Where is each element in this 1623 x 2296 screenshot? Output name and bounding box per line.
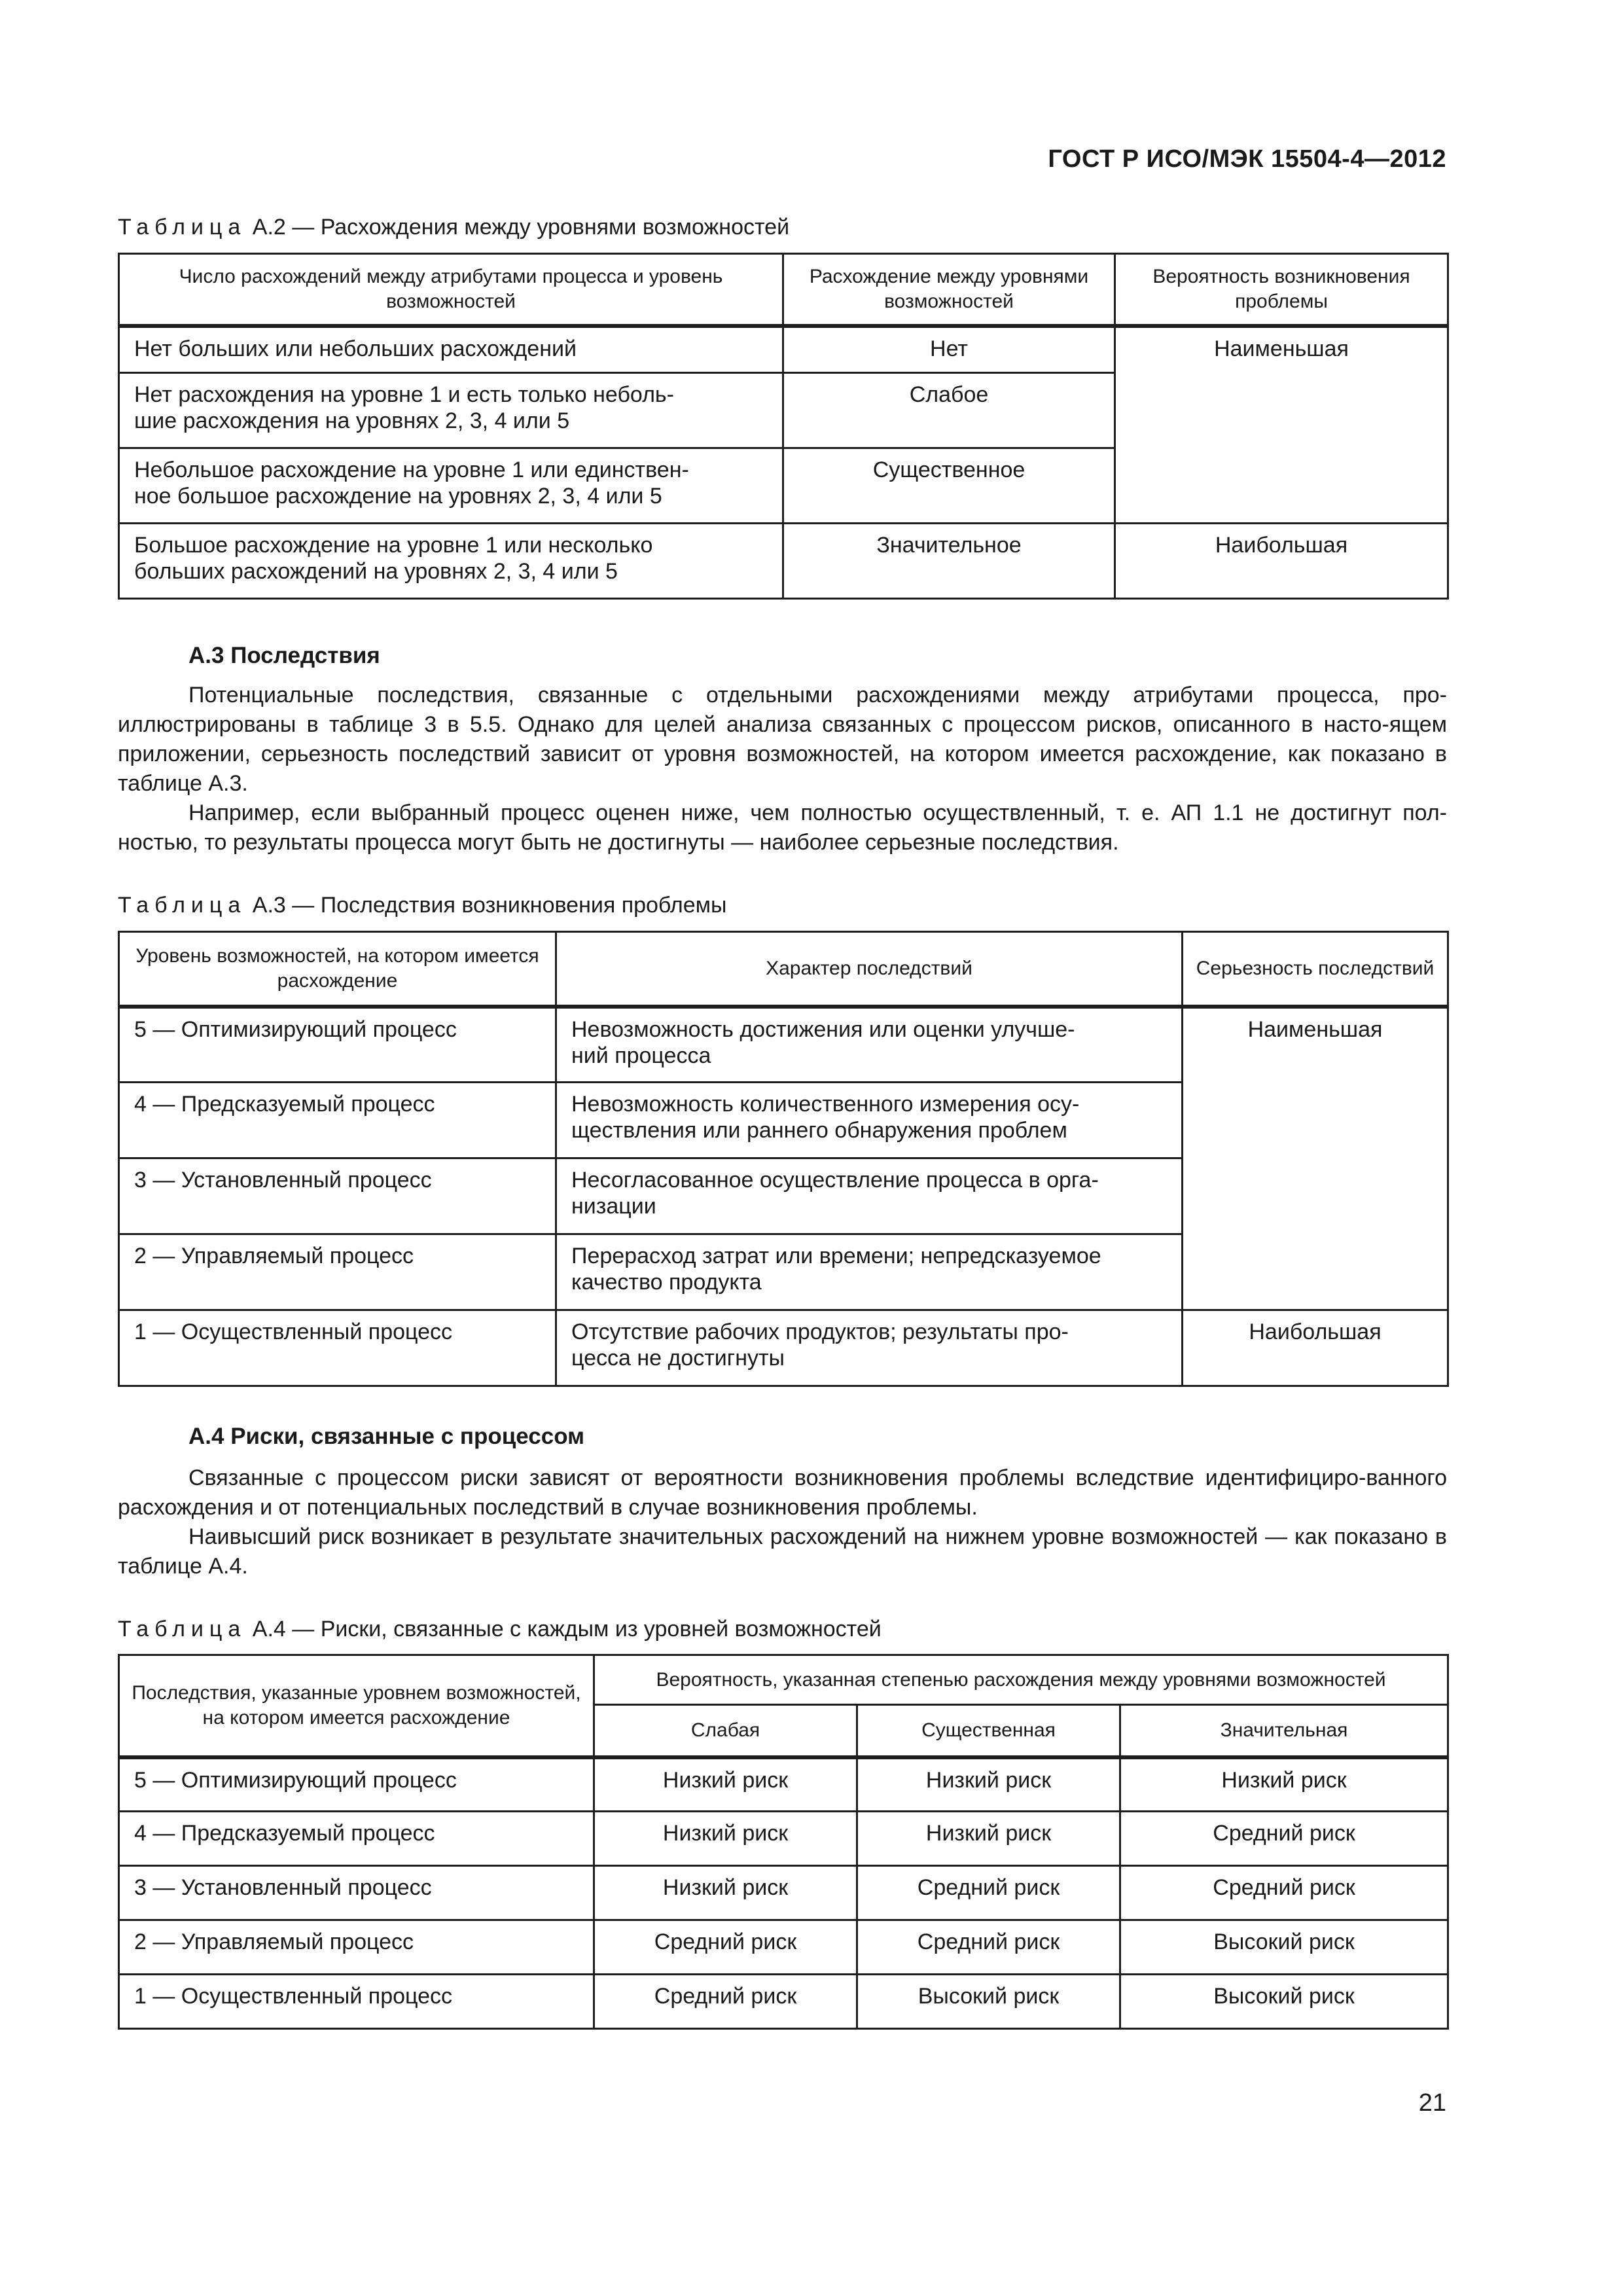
table-a2: [118, 253, 1449, 600]
risk-cell: Высокий риск: [1120, 1975, 1448, 2029]
capability-level-cell: 3 — Установленный процесс: [119, 1866, 594, 1920]
table-caption-text: А.2 — Расхождения между уровнями возможностей: [252, 215, 790, 240]
capability-level-cell: 1 — Осуществленный процесс: [119, 1975, 594, 2029]
table-caption-word: Таблица: [118, 215, 247, 240]
table-header-cell: Расхождение между уровнями возможностей: [783, 254, 1115, 326]
paragraph: Наивысший риск возникает в результате значительных расхождений на нижнем уровне возможностей — как показано в таблице А.4.: [118, 1524, 1447, 1579]
table-a4-caption: [118, 1617, 882, 1642]
table-row: [119, 326, 1448, 373]
capability-level-cell: 5 — Оптимизирующий процесс: [119, 1757, 594, 1812]
table-subheader-cell: Значительная: [1120, 1705, 1448, 1757]
consequence-nature-cell: Перерасход затрат или времени; непредсказуемое качество продукта: [556, 1234, 1183, 1310]
severity-cell: Наименьшая: [1183, 1007, 1448, 1310]
page-number: 21: [1418, 2089, 1446, 2117]
consequence-nature-cell: Невозможность достижения или оценки улучше- ний процесса: [556, 1007, 1183, 1083]
risk-cell: Низкий риск: [857, 1757, 1120, 1812]
table-a4: [118, 1654, 1449, 2030]
risk-cell: Низкий риск: [594, 1812, 857, 1866]
section-a4-title: А.4 Риски, связанные с процессом: [188, 1424, 585, 1449]
capability-level-cell: 2 — Управляемый процесс: [119, 1234, 556, 1310]
discrepancy-count-cell: Нет расхождения на уровне 1 и есть только неболь- шие расхождения на уровнях 2, 3, 4 или 5: [119, 373, 783, 448]
discrepancy-count-cell: Нет больших или небольших расхождений: [119, 326, 783, 373]
capability-level-cell: 1 — Осуществленный процесс: [119, 1310, 556, 1386]
consequence-nature-cell: Отсутствие рабочих продуктов; результаты про- цесса не достигнуты: [556, 1310, 1183, 1386]
table-header-cell: Число расхождений между атрибутами процесса и уровень возможностей: [119, 254, 783, 326]
risk-cell: Низкий риск: [594, 1866, 857, 1920]
paragraph: Например, если выбранный процесс оценен ниже, чем полностью осуществленный, т. е. АП 1.1 не достигнут пол-ностью, то результаты процесса могут быть не достигнуты — наиболее серьезные последствия.: [118, 800, 1447, 855]
discrepancy-count-cell: Большое расхождение на уровне 1 или несколько больших расхождений на уровнях 2, 3, 4 или 5: [119, 524, 783, 599]
severity-cell: Наибольшая: [1183, 1310, 1448, 1386]
capability-level-cell: 5 — Оптимизирующий процесс: [119, 1007, 556, 1083]
table-a2-caption: [118, 215, 789, 240]
risk-cell: Средний риск: [857, 1920, 1120, 1975]
table-header-cell: Последствия, указанные уровнем возможностей, на котором имеется расхождение: [119, 1655, 594, 1757]
discrepancy-level-cell: Слабое: [783, 373, 1115, 448]
table-caption-text: А.3 — Последствия возникновения проблемы: [252, 893, 727, 918]
table-subheader-cell: Слабая: [594, 1705, 857, 1757]
table-header-cell: Уровень возможностей, на котором имеется расхождение: [119, 932, 556, 1007]
table-row: [119, 1007, 1448, 1083]
risk-cell: Низкий риск: [857, 1812, 1120, 1866]
probability-cell: Наименьшая: [1115, 326, 1448, 524]
table-a3-caption: [118, 893, 726, 918]
table-header-cell: Характер последствий: [556, 932, 1183, 1007]
table-caption-text: А.4 — Риски, связанные с каждым из уровней возможностей: [252, 1617, 882, 1641]
table-row: [119, 1920, 1448, 1975]
capability-level-cell: 4 — Предсказуемый процесс: [119, 1812, 594, 1866]
table-subheader-cell: Существенная: [857, 1705, 1120, 1757]
risk-cell: Средний риск: [857, 1866, 1120, 1920]
table-row: [119, 1310, 1448, 1386]
risk-cell: Средний риск: [1120, 1866, 1448, 1920]
risk-cell: Средний риск: [1120, 1812, 1448, 1866]
discrepancy-level-cell: Существенное: [783, 448, 1115, 524]
discrepancy-count-cell: Небольшое расхождение на уровне 1 или единствен- ное большое расхождение на уровнях 2, 3, 4 или 5: [119, 448, 783, 524]
discrepancy-level-cell: Нет: [783, 326, 1115, 373]
section-a3-title: А.3 Последствия: [188, 643, 380, 668]
consequence-nature-cell: Несогласованное осуществление процесса в орга- низации: [556, 1158, 1183, 1234]
risk-cell: Низкий риск: [1120, 1757, 1448, 1812]
table-header-cell: Вероятность возникновения проблемы: [1115, 254, 1448, 326]
risk-cell: Высокий риск: [1120, 1920, 1448, 1975]
paragraph: Связанные с процессом риски зависят от вероятности возникновения проблемы вследствие идентифициро-ванного расхождения и от потенциальных последствий в случае возникновения проблемы.: [118, 1465, 1447, 1520]
table-caption-word: Таблица: [118, 1617, 247, 1641]
probability-cell: Наибольшая: [1115, 524, 1448, 599]
capability-level-cell: 4 — Предсказуемый процесс: [119, 1083, 556, 1158]
section-a3-body: [118, 681, 1447, 857]
section-a4-body: [118, 1463, 1447, 1581]
consequence-nature-cell: Невозможность количественного измерения осу- ществления или раннего обнаружения проблем: [556, 1083, 1183, 1158]
table-header-cell: Серьезность последствий: [1183, 932, 1448, 1007]
discrepancy-level-cell: Значительное: [783, 524, 1115, 599]
risk-cell: Средний риск: [594, 1920, 857, 1975]
table-row: [119, 1812, 1448, 1866]
table-header-group-cell: Вероятность, указанная степенью расхождения между уровнями возможностей: [594, 1655, 1448, 1705]
document-code: ГОСТ Р ИСО/МЭК 15504-4—2012: [1048, 145, 1446, 173]
table-row: [119, 524, 1448, 599]
table-caption-word: Таблица: [118, 893, 247, 918]
table-row: [119, 1866, 1448, 1920]
table-a3: [118, 931, 1449, 1387]
risk-cell: Низкий риск: [594, 1757, 857, 1812]
table-row: [119, 1757, 1448, 1812]
risk-cell: Высокий риск: [857, 1975, 1120, 2029]
table-header-row: [119, 254, 1448, 326]
capability-level-cell: 2 — Управляемый процесс: [119, 1920, 594, 1975]
table-header-row: [119, 1655, 1448, 1705]
table-row: [119, 1975, 1448, 2029]
risk-cell: Средний риск: [594, 1975, 857, 2029]
table-header-row: [119, 932, 1448, 1007]
capability-level-cell: 3 — Установленный процесс: [119, 1158, 556, 1234]
paragraph: Потенциальные последствия, связанные с отдельными расхождениями между атрибутами процесса, про-иллюстрированы в таблице 3 в 5.5. Однако для целей анализа связанных с процессом рисков, описанного в насто-ящем приложении, серьезность последствий зависит от уровня возможностей, на котором имеется расхождение, как показано в таблице А.3.: [118, 683, 1447, 796]
